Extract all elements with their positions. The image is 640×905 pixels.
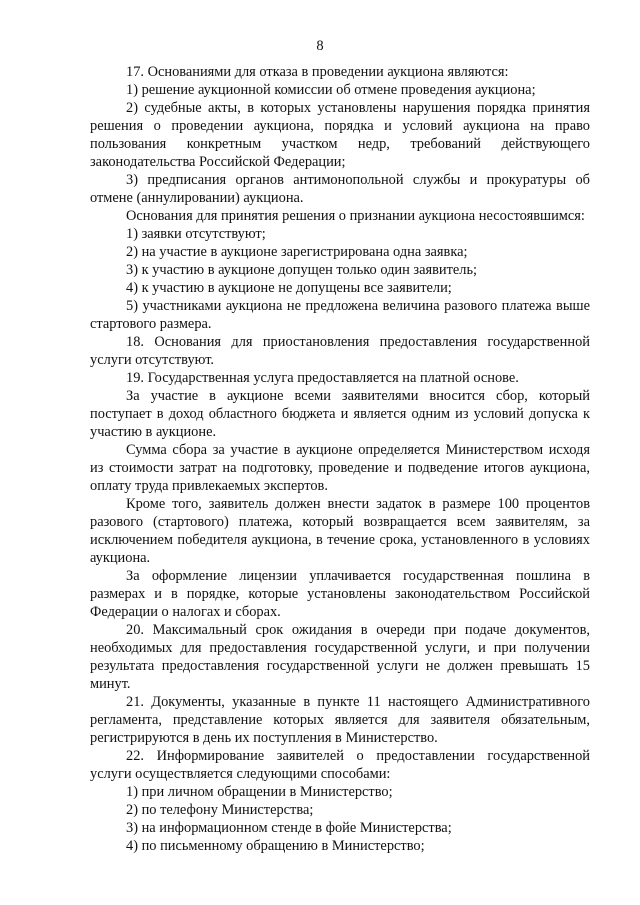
paragraph: 3) к участию в аукционе допущен только один заявитель; [126,262,478,278]
paragraph: Сумма сбора за участие в аукционе определяется Министерством исходя из стоимости затрат на подготовку, проведение и подведение итогов аукциона, оплату труда привлекаемых экспертов. [90,442,590,494]
paragraph: 20. Максимальный срок ожидания в очереди при подаче документов, необходимых для предоставления государственной услуги, и при получении результата предоставления государственной услуги не должен превышать 15 минут. [90,622,590,692]
paragraph: Основания для принятия решения о признании аукциона несостоявшимся: [126,208,585,224]
paragraph: 1) заявки отсутствуют; [126,226,266,242]
paragraph: 21. Документы, указанные в пункте 11 настоящего Административного регламента, представление которых является для заявителя обязательным, регистрируются в день их поступления в Министерство. [90,694,590,746]
paragraph: 18. Основания для приостановления предоставления государственной услуги отсутствуют. [90,334,590,368]
paragraph: 2) на участие в аукционе зарегистрирована одна заявка; [126,244,468,260]
paragraph: 22. Информирование заявителей о предоставлении государственной услуги осуществляется следующими способами: [90,748,590,782]
paragraph: Кроме того, заявитель должен внести задаток в размере 100 процентов разового (стартового) платежа, который возвращается всем заявителям, за исключением победителя аукциона, в течение срока, установленного в условиях аукциона. [90,496,590,566]
paragraph: 5) участниками аукциона не предложена величина разового платежа выше стартового размера. [90,298,590,332]
page-number: 8 [316,38,324,54]
paragraph: 19. Государственная услуга предоставляется на платной основе. [126,370,519,386]
paragraph: 3) предписания органов антимонопольной службы и прокуратуры об отмене (аннулировании) аукциона. [90,172,590,206]
paragraph: 4) к участию в аукционе не допущены все заявители; [126,280,452,296]
paragraph: 2) по телефону Министерства; [126,802,314,818]
paragraph: 17. Основаниями для отказа в проведении аукциона являются: [126,64,509,80]
paragraph: 4) по письменному обращению в Министерство; [126,838,425,854]
document-body [90,63,590,855]
paragraph: За оформление лицензии уплачивается государственная пошлина в размерах и в порядке, которые установлены законодательством Российской Федерации о налогах и сборах. [90,568,590,620]
paragraph: 3) на информационном стенде в фойе Министерства; [126,820,452,836]
paragraph: 1) решение аукционной комиссии об отмене проведения аукциона; [126,82,536,98]
paragraph: 2) судебные акты, в которых установлены нарушения порядка принятия решения о проведении аукциона, порядка и условий аукциона на право пользования конкретным участком недр, требований действующего законодательства Российской Федерации; [90,100,590,170]
paragraph: 1) при личном обращении в Министерство; [126,784,393,800]
paragraph: За участие в аукционе всеми заявителями вносится сбор, который поступает в доход областного бюджета и является одним из условий допуска к участию в аукционе. [90,388,590,440]
